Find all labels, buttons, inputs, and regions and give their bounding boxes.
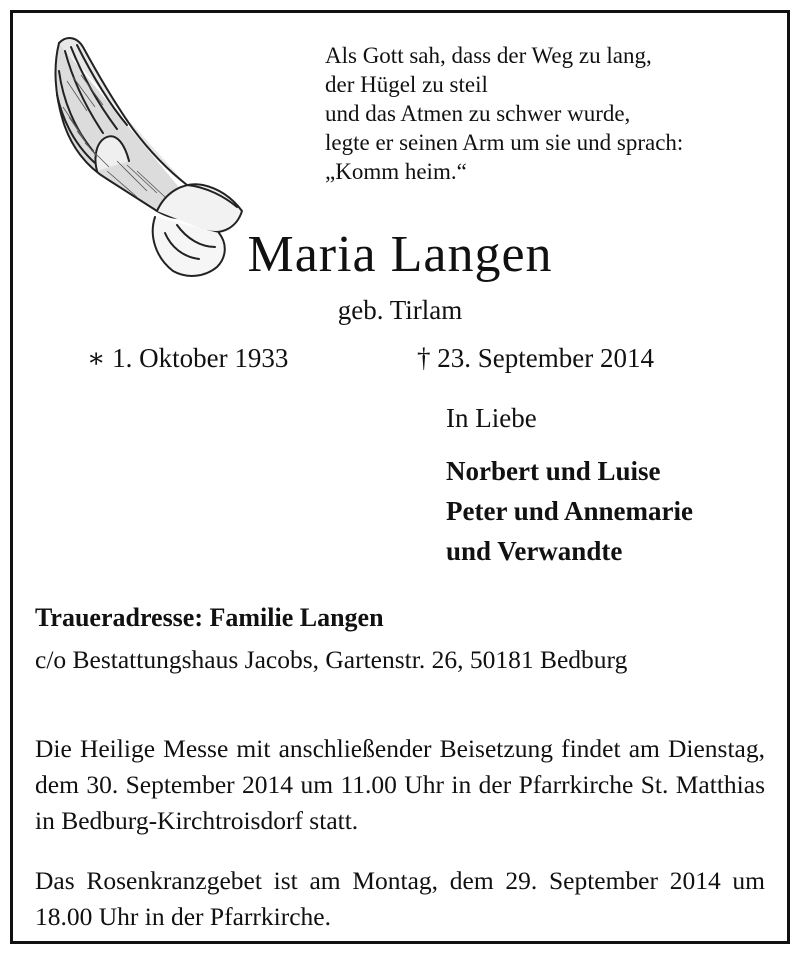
poem — [325, 41, 683, 186]
death-date-text: 23. September 2014 — [437, 343, 654, 373]
mass-paragraph: Die Heilige Messe mit anschließender Beisetzung findet am Dienstag, dem 30. September 2014 um 11.00 Uhr in der Pfarrkirche St. Matthias in Bedburg-Kirchtroisdorf statt. — [35, 734, 765, 835]
poem-line: Als Gott sah, dass der Weg zu lang, — [325, 43, 652, 68]
birth-symbol: ∗ — [87, 343, 106, 373]
poem-line: und das Atmen zu schwer wurde, — [325, 101, 631, 126]
rosary-paragraph: Das Rosenkranzgebet ist am Montag, dem 29. September 2014 um 18.00 Uhr in der Pfarrkirche. — [35, 866, 765, 931]
mourner-name: Peter und Annemarie — [446, 496, 693, 526]
birth-date-text: 1. Oktober 1933 — [112, 343, 289, 373]
birth-name: geb. Tirlam — [337, 295, 463, 325]
address-title: Traueradresse: Familie Langen — [35, 603, 384, 632]
mourner-name: Norbert und Luise — [446, 456, 661, 486]
poem-line: der Hügel zu steil — [325, 72, 488, 97]
poem-line: „Komm heim.“ — [325, 159, 467, 184]
poem-line: legte er seinen Arm um sie und sprach: — [325, 130, 684, 155]
obituary-notice — [10, 10, 790, 944]
mourners-list — [446, 451, 693, 571]
cross-symbol: † — [417, 343, 431, 373]
deceased-name: Maria Langen — [247, 226, 553, 283]
address-line: c/o Bestattungshaus Jacobs, Gartenstr. 26, 50181 Bedburg — [35, 645, 628, 674]
birth-date — [87, 343, 288, 374]
death-date — [417, 343, 654, 374]
mourner-name: und Verwandte — [446, 536, 623, 566]
mourners-intro: In Liebe — [446, 403, 537, 433]
